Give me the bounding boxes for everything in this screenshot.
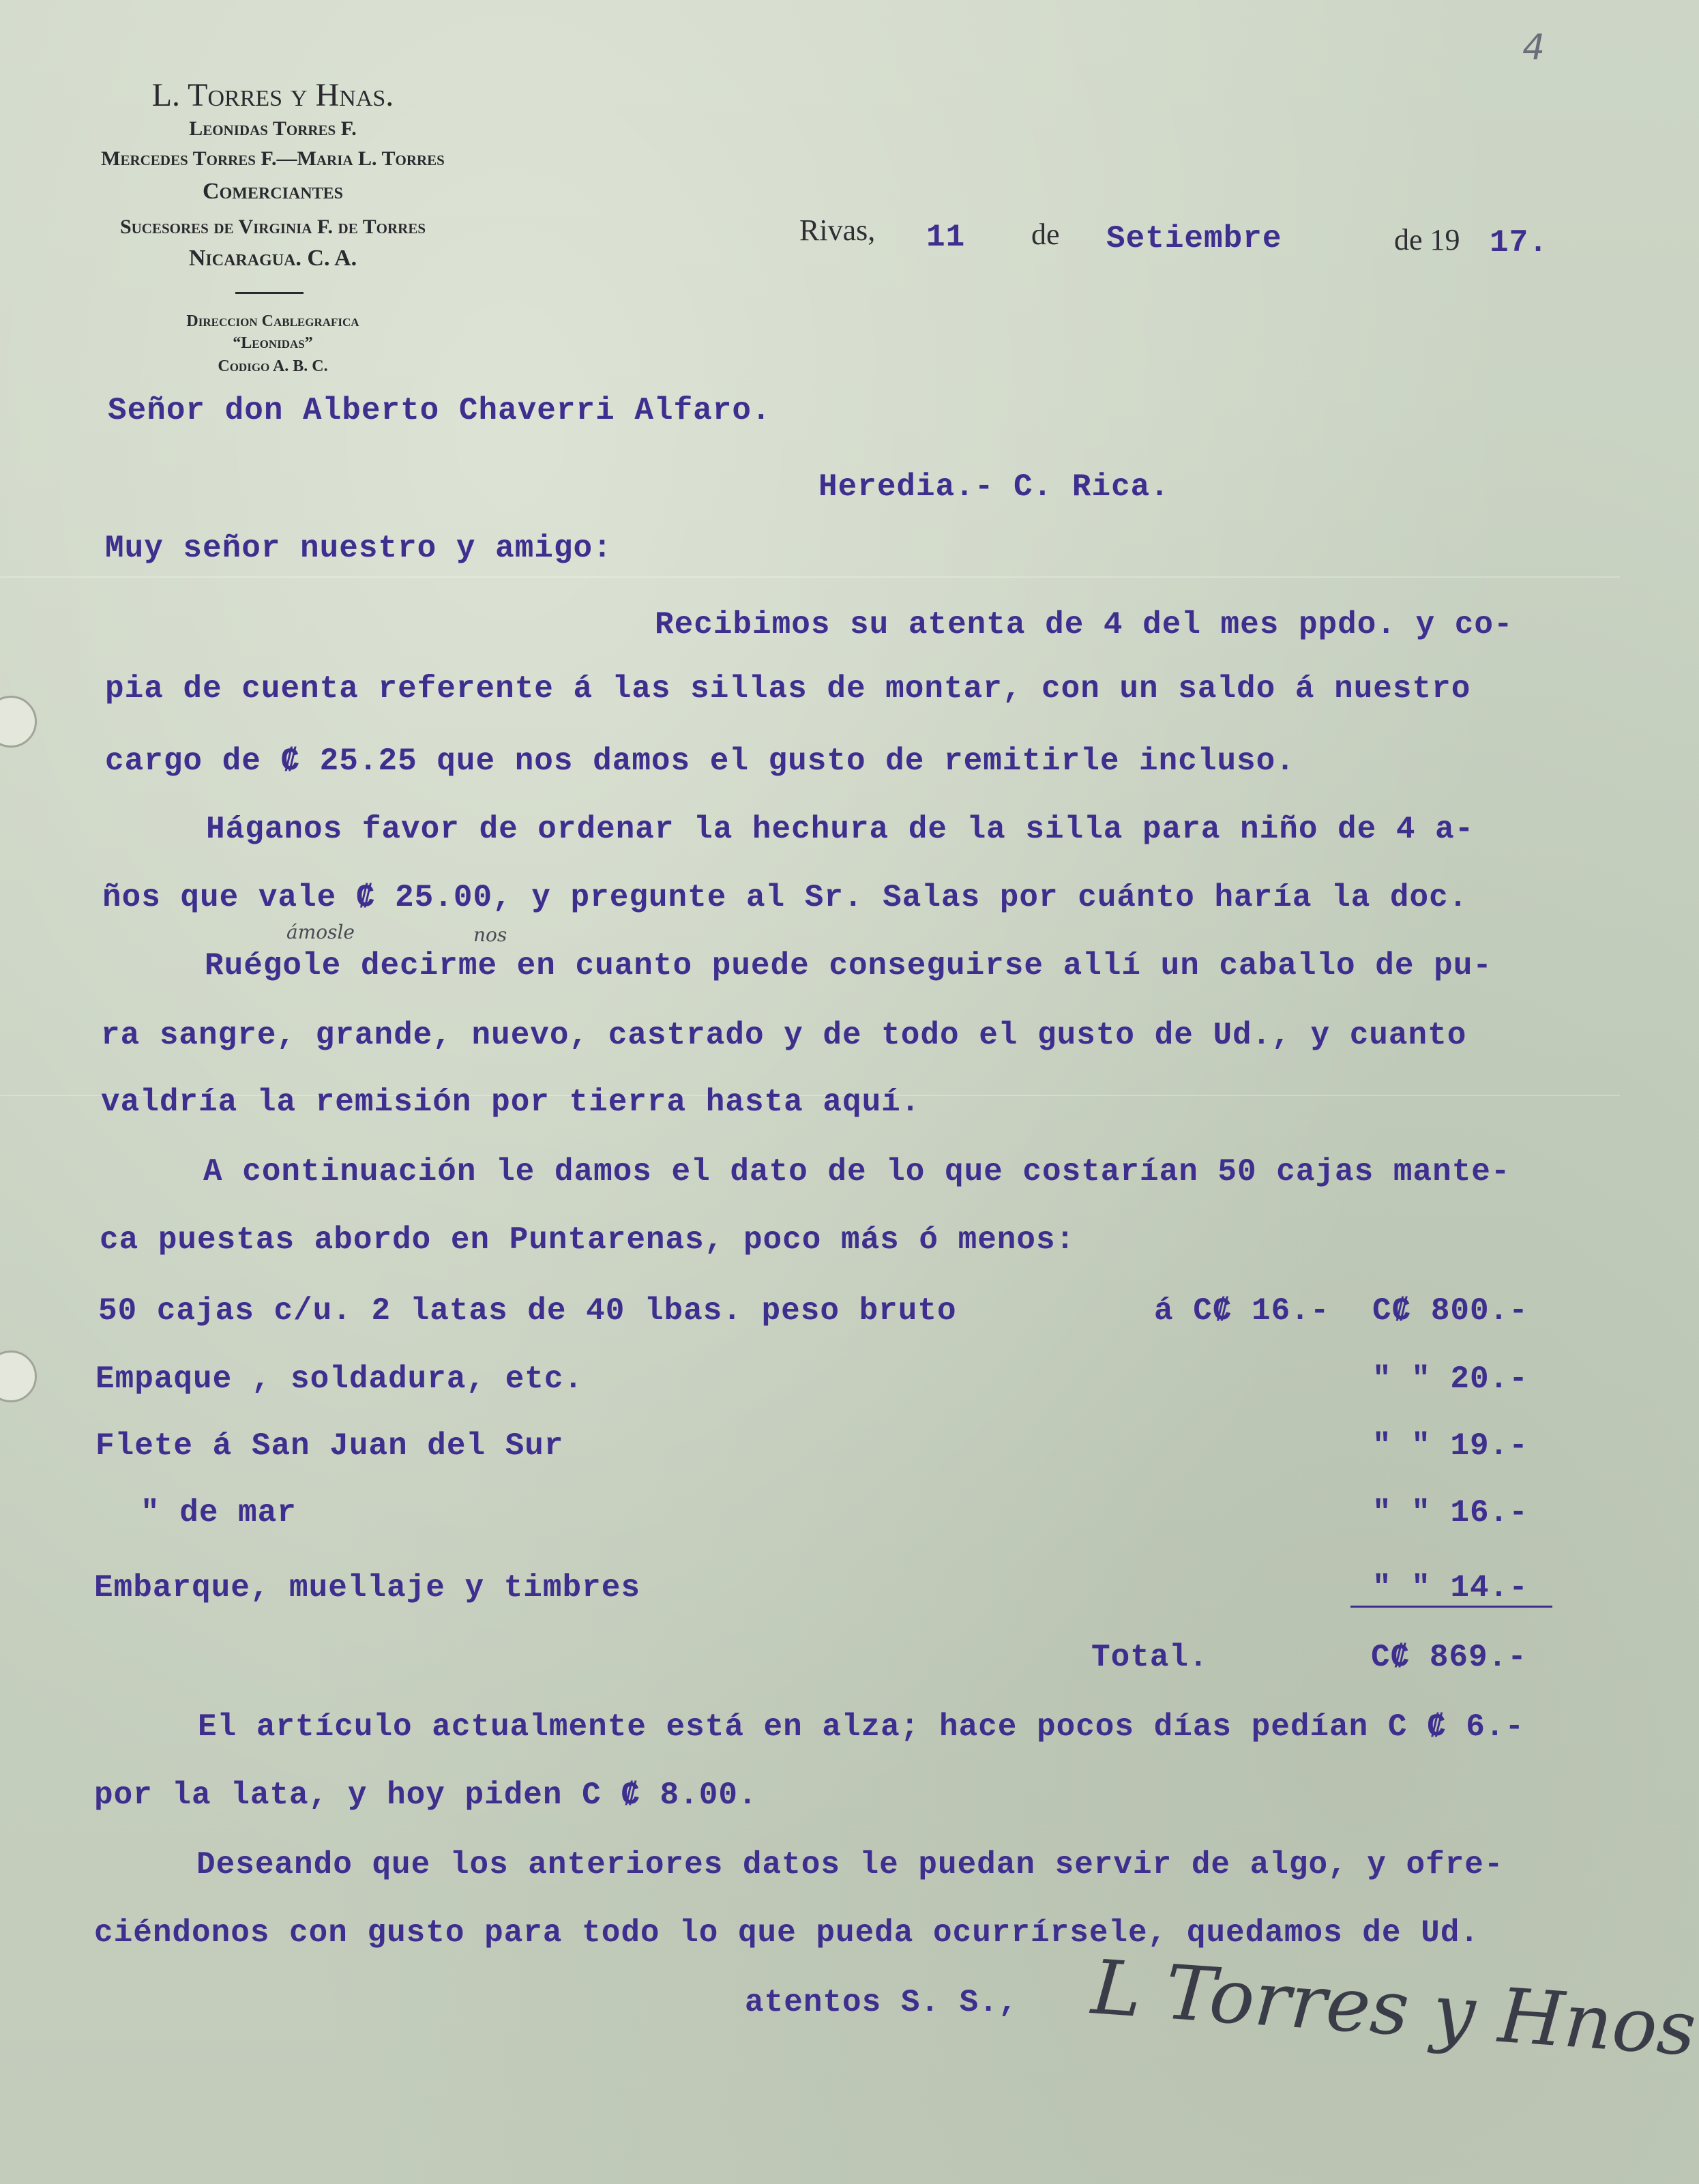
signature: L Torres y Hnos [1089,1943,1699,2073]
letterhead-divider [235,292,304,294]
date-de: de [1031,218,1060,251]
letterhead-partners: Mercedes Torres F.—Maria L. Torres [101,147,445,170]
letterhead-partner: Leonidas Torres F. [189,117,357,140]
body-line: ños que vale ₡ 25.00, y pregunte al Sr. Salas por cuánto haría la doc. [102,880,1468,915]
sum-underline [1350,1606,1552,1608]
punch-hole [0,1351,37,1402]
cost-row-amount: " " 19.- [1372,1428,1528,1464]
cable-address-name: “Leonidas” [233,334,313,352]
cost-row-amount: C₡ 800.- [1372,1293,1528,1329]
cost-row-amount: " " 20.- [1372,1361,1528,1397]
body-line: El artículo actualmente está en alza; hace pocos días pedían C ₡ 6.- [198,1709,1525,1745]
punch-hole [0,696,37,748]
cost-row-unit-price: á C₡ 16.- [1154,1293,1330,1329]
cable-code: Codigo A. B. C. [218,357,328,375]
date-day: 11 [926,220,966,255]
date-century: de 19 [1394,223,1460,256]
body-line: Deseando que los anteriores datos le puedan servir de algo, y ofre- [196,1847,1504,1883]
cost-row-desc: Flete á San Juan del Sur [95,1428,564,1464]
body-line: valdría la remisión por tierra hasta aquí. [101,1084,921,1120]
cost-row-desc: Empaque , soldadura, etc. [95,1361,584,1397]
salutation: Muy señor nuestro y amigo: [105,531,612,566]
total-amount: C₡ 869.- [1371,1640,1527,1675]
date-month: Setiembre [1106,221,1282,256]
cost-row-desc: 50 cajas c/u. 2 latas de 40 lbas. peso bruto [98,1293,957,1329]
body-line: pia de cuenta referente á las sillas de montar, con un saldo á nuestro [105,671,1471,707]
cost-row-amount: " " 16.- [1372,1495,1528,1531]
cost-row-desc: Embarque, muellaje y timbres [94,1570,640,1606]
body-line: ciéndonos con gusto para todo lo que pueda ocurrírsele, quedamos de Ud. [94,1915,1479,1951]
recipient-name: Señor don Alberto Chaverri Alfaro. [108,393,771,428]
letterhead-country: Nicaragua. C. A. [188,246,357,271]
cost-row-desc: " de mar [141,1495,297,1531]
date-year: 17. [1490,225,1548,261]
body-line: por la lata, y hoy piden C ₡ 8.00. [94,1777,758,1813]
date-city: Rivas, [799,213,876,247]
page-number: 4 [1522,27,1546,68]
body-line: ca puestas abordo en Puntarenas, poco más ó menos: [100,1222,1076,1258]
letterhead-trade: Comerciantes [203,179,343,204]
cost-row-amount: " " 14.- [1372,1570,1528,1606]
total-label: Total. [1091,1640,1209,1675]
body-line: Recibimos su atenta de 4 del mes ppdo. y co- [655,607,1513,643]
handwritten-correction: nos [473,924,507,946]
letterhead-firm: L. Torres y Hnas. [151,77,394,113]
paper-fold-line [0,576,1620,578]
valediction: atentos S. S., [745,1985,1018,2020]
body-line: cargo de ₡ 25.25 que nos damos el gusto de remitirle incluso. [105,743,1295,779]
body-line: Ruégole decirme en cuanto puede conseguirse allí un caballo de pu- [205,948,1492,984]
handwritten-correction: ámosle [286,921,355,943]
recipient-location: Heredia.- C. Rica. [818,469,1170,505]
letterhead-successors: Sucesores de Virginia F. de Torres [119,216,426,238]
body-line: ra sangre, grande, nuevo, castrado y de todo el gusto de Ud., y cuanto [101,1018,1467,1053]
body-line: A continuación le damos el dato de lo que costarían 50 cajas mante- [203,1154,1511,1190]
cable-address-label: Direccion Cablegrafica [186,312,359,330]
body-line: Háganos favor de ordenar la hechura de la silla para niño de 4 a- [206,812,1475,847]
